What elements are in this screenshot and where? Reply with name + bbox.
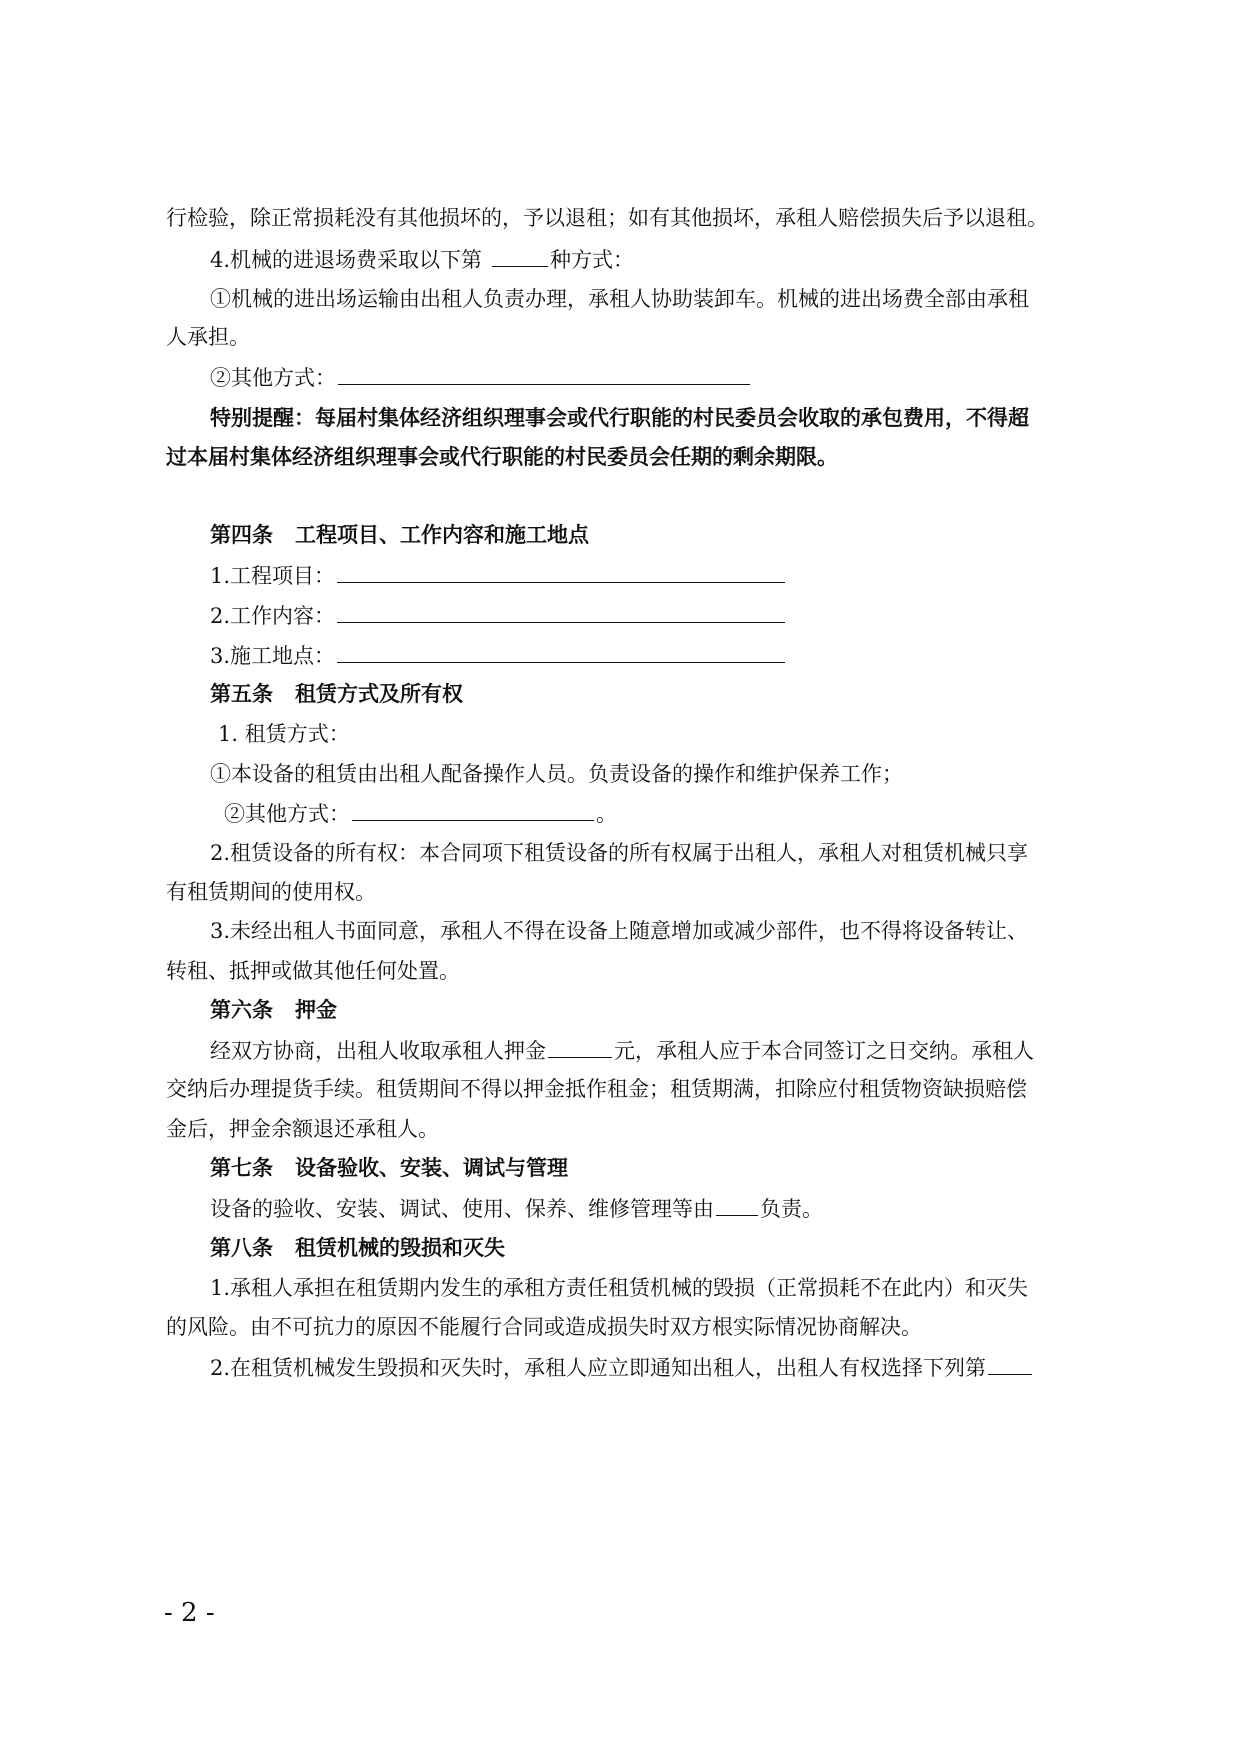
article-title: 工程项目、工作内容和施工地点 [295, 522, 589, 547]
article-number: 第七条 [210, 1155, 273, 1180]
text: ②其他方式： [210, 366, 336, 390]
text-line [166, 203, 1086, 233]
text: 转租、抵押或做其他任何处置。 [166, 959, 460, 983]
text-line [210, 362, 1130, 393]
text: 3.施工地点： [210, 644, 336, 668]
text: 1.承租人承担在租赁期内发生的承租方责任租赁机械的毁损（正常损耗不在此内）和灭失 [210, 1276, 1029, 1300]
text-line [210, 640, 1130, 671]
text-line [166, 956, 1086, 986]
blank-field[interactable] [548, 1035, 612, 1058]
blank-field[interactable] [337, 640, 785, 663]
text-line [210, 560, 1130, 591]
text: 。 [596, 802, 617, 826]
blank-field[interactable] [352, 798, 594, 821]
text: 1.工程项目： [210, 564, 336, 588]
text-line [210, 244, 1130, 275]
article-number: 第四条 [210, 522, 273, 547]
text-line [166, 322, 1086, 352]
text-line [210, 916, 1130, 946]
text-line [224, 798, 1144, 829]
text-line [210, 1352, 1130, 1383]
text: 元，承租人应于本合同签订之日交纳。承租人 [614, 1039, 1034, 1063]
article-title: 租赁机械的毁损和灭失 [295, 1235, 505, 1260]
text: 交纳后办理提货手续。租赁期间不得以押金抵作租金；租赁期满，扣除应付租赁物资缺损赔偿 [166, 1077, 1027, 1101]
article-title: 租赁方式及所有权 [295, 681, 463, 706]
text-line [210, 600, 1130, 631]
text-line [210, 1193, 1130, 1224]
article-heading [210, 679, 1130, 709]
article-heading [210, 520, 1130, 550]
text: 的风险。由不可抗力的原因不能履行合同或造成损失时双方根实际情况协商解决。 [166, 1315, 922, 1339]
blank-field[interactable] [337, 600, 785, 623]
text: 经双方协商，出租人收取承租人押金 [210, 1039, 546, 1063]
text: 过本届村集体经济组织理事会或代行职能的村民委员会任期的剩余期限。 [166, 444, 838, 469]
text-line [210, 759, 1130, 789]
text: 3.未经出租人书面同意，承租人不得在设备上随意增加或减少部件，也不得将设备转让、 [210, 919, 1029, 943]
page-number: - 2 - [164, 1598, 215, 1628]
text-line [210, 838, 1130, 868]
text: 4.机械的进退场费采取以下第 [210, 248, 483, 272]
article-number: 第八条 [210, 1235, 273, 1260]
blank-field[interactable] [988, 1352, 1032, 1375]
blank-field[interactable] [716, 1193, 758, 1216]
text: 1. 租赁方式： [218, 722, 350, 746]
text-line [166, 1312, 1086, 1342]
article-number: 第五条 [210, 681, 273, 706]
text: 2.在租赁机械发生毁损和灭失时，承租人应立即通知出租人，出租人有权选择下列第 [210, 1356, 987, 1380]
article-title: 押金 [295, 997, 337, 1022]
article-title: 设备验收、安装、调试与管理 [295, 1155, 568, 1180]
article-heading [210, 995, 1130, 1025]
text: ②其他方式： [224, 802, 350, 826]
article-heading [210, 1233, 1130, 1263]
text: ①本设备的租赁由出租人配备操作人员。负责设备的操作和维护保养工作； [210, 762, 903, 786]
text: 种方式： [550, 248, 635, 272]
article-heading [210, 1153, 1130, 1183]
reminder-line [166, 442, 1086, 472]
text-line [166, 1074, 1086, 1104]
blank-field[interactable] [338, 362, 750, 385]
text-line [218, 719, 1138, 749]
blank-field[interactable] [492, 244, 548, 267]
text-line [166, 877, 1086, 907]
article-number: 第六条 [210, 997, 273, 1022]
text: 负责。 [760, 1197, 823, 1221]
text: 2.工作内容： [210, 604, 336, 628]
text: 特别提醒：每届村集体经济组织理事会或代行职能的村民委员会收取的承包费用，不得超 [210, 405, 1029, 430]
text: 设备的验收、安装、调试、使用、保养、维修管理等由 [210, 1197, 714, 1221]
text-line [166, 1114, 1086, 1144]
text-line [210, 1273, 1130, 1303]
text: ①机械的进出场运输由出租人负责办理，承租人协助装卸车。机械的进出场费全部由承租 [210, 287, 1029, 311]
text-line [210, 284, 1130, 314]
blank-field[interactable] [337, 560, 785, 583]
text: 2.租赁设备的所有权：本合同项下租赁设备的所有权属于出租人，承租人对租赁机械只享 [210, 841, 1029, 865]
text-line [210, 1035, 1130, 1066]
text: 人承担。 [166, 325, 250, 349]
text: 有租赁期间的使用权。 [166, 880, 376, 904]
text: 金后，押金余额退还承租人。 [166, 1117, 439, 1141]
reminder-line [210, 403, 1130, 433]
text: 行检验，除正常损耗没有其他损坏的，予以退租；如有其他损坏，承租人赔偿损失后予以退租。 [166, 206, 1048, 230]
